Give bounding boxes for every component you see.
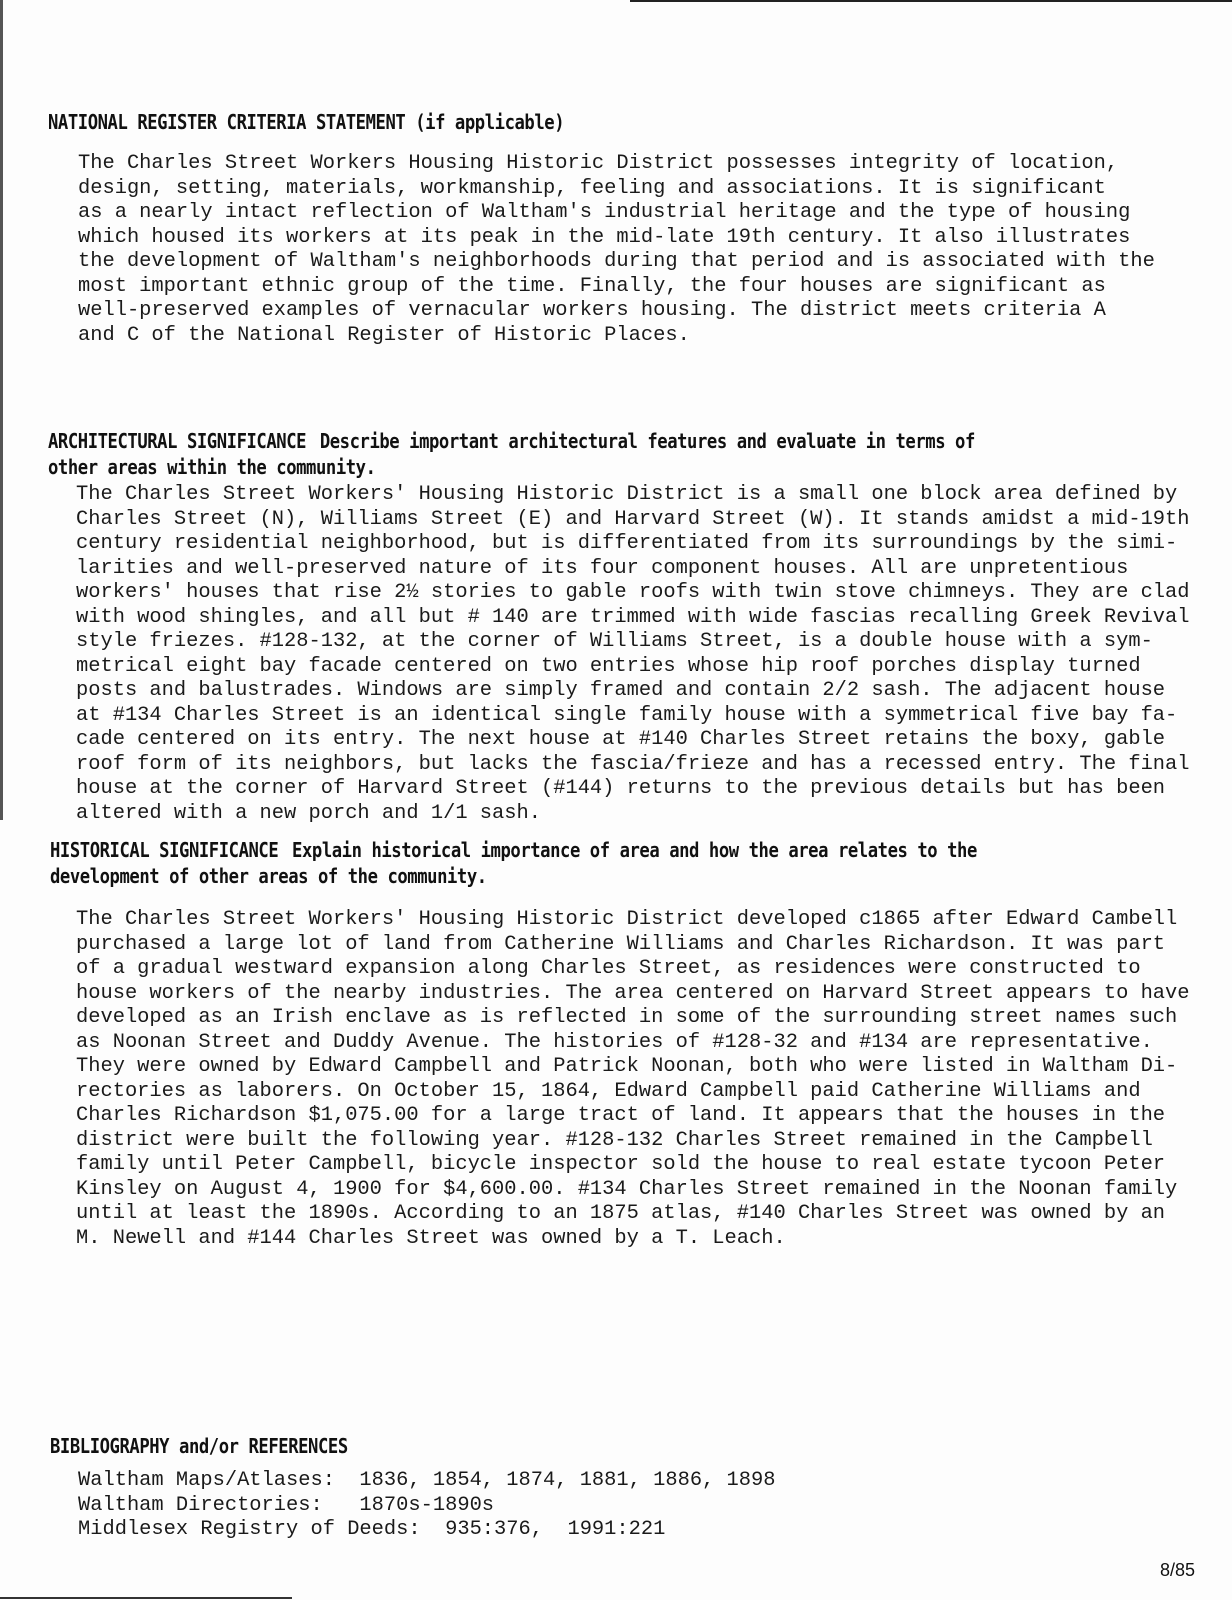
architectural-heading-prompt-cont: other areas within the community. (48, 455, 376, 479)
text-line: at #134 Charles Street is an identical single family house with a symmetrical five bay fa- (76, 703, 1178, 727)
historical-heading-prompt: Explain historical importance of area and how the area relates to the (292, 838, 977, 862)
historical-heading-title: HISTORICAL SIGNIFICANCE (50, 838, 279, 862)
historical-text (76, 908, 1190, 1251)
bibliography-item: Waltham Maps/Atlases: 1836, 1854, 1874, 1881, 1886, 1898 (78, 1469, 776, 1492)
top-border-rule (630, 0, 1232, 2)
text-line: M. Newell and #144 Charles Street was owned by a T. Leach. (76, 1226, 786, 1250)
text-line: until at least the 1890s. According to an 1875 atlas, #140 Charles Street was owned by an (76, 1202, 1166, 1225)
text-line: roof form of its neighbors, but lacks the fascia/frieze and has a recessed entry. The final (76, 752, 1190, 776)
text-line: The Charles Street Workers Housing Historic District possesses integrity of location, (78, 152, 1119, 175)
architectural-heading-prompt: Describe important architectural features and evaluate in terms of (319, 429, 975, 453)
text-line: purchased a large lot of land from Catherine Williams and Charles Richardson. It was part (76, 932, 1166, 956)
bibliography-item: Waltham Directories: 1870s-1890s (78, 1493, 495, 1517)
text-line: of a gradual westward expansion along Charles Street, as residences were constructed to (76, 957, 1141, 980)
text-line: larities and well-preserved nature of its four component houses. All are unpretentious (76, 556, 1129, 580)
text-line: They were owned by Edward Campbell and Patrick Noonan, both who were listed in Waltham Di- (76, 1055, 1178, 1078)
text-line: altered with a new porch and 1/1 sash. (76, 801, 541, 825)
left-border-rule (0, 0, 3, 820)
text-line: the development of Waltham's neighborhoods during that period and is associated with the (78, 250, 1155, 273)
architectural-text (76, 483, 1190, 826)
text-line: The Charles Street Workers' Housing Historic District developed c1865 after Edward Cambell (76, 908, 1178, 931)
text-line: house at the corner of Harvard Street (#144) returns to the previous details but has been (76, 777, 1166, 800)
text-line: metrical eight bay facade centered on two entries whose hip roof porches display turned (76, 654, 1141, 678)
text-line: The Charles Street Workers' Housing Historic District is a small one block area defined by (76, 483, 1178, 506)
bottom-border-rule (0, 1597, 292, 1599)
historical-heading (50, 837, 977, 863)
national-register-heading: NATIONAL REGISTER CRITERIA STATEMENT (if applicable) (48, 110, 565, 134)
text-line: well-preserved examples of vernacular workers housing. The district meets criteria A (78, 299, 1106, 322)
text-line: most important ethnic group of the time. Finally, the four houses are significant as (78, 274, 1106, 298)
text-line: rectories as laborers. On October 15, 1864, Edward Campbell paid Catherine Williams and (76, 1079, 1141, 1103)
text-line: design, setting, materials, workmanship, feeling and associations. It is significant (78, 176, 1106, 200)
text-line: posts and balustrades. Windows are simply framed and contain 2/2 sash. The adjacent house (76, 679, 1166, 702)
text-line: workers' houses that rise 2½ stories to gable roofs with twin stove chimneys. They are clad (76, 581, 1190, 604)
bibliography-list (78, 1469, 775, 1543)
bibliography-item: Middlesex Registry of Deeds: 935:376, 1991:221 (78, 1518, 666, 1541)
text-line: as Noonan Street and Duddy Avenue. The histories of #128-32 and #134 are representative. (76, 1030, 1153, 1054)
architectural-heading-title: ARCHITECTURAL SIGNIFICANCE (48, 429, 307, 453)
text-line: which housed its workers at its peak in the mid-late 19th century. It also illustrates (78, 225, 1131, 249)
text-line: and C of the National Register of Historic Places. (78, 323, 690, 347)
page-number: 8/85 (1160, 1560, 1196, 1580)
text-line: style friezes. #128-132, at the corner of Williams Street, is a double house with a sym- (76, 630, 1153, 653)
text-line: with wood shingles, and all but # 140 are trimmed with wide fascias recalling Greek Revival (76, 605, 1190, 629)
text-line: family until Peter Campbell, bicycle inspector sold the house to real estate tycoon Peter (76, 1153, 1166, 1176)
architectural-heading (48, 428, 975, 454)
text-line: Charles Richardson $1,075.00 for a large tract of land. It appears that the houses in the (76, 1104, 1166, 1127)
bibliography-heading: BIBLIOGRAPHY and/or REFERENCES (50, 1434, 348, 1458)
text-line: district were built the following year. #128-132 Charles Street remained in the Campbell (76, 1128, 1153, 1152)
text-line: cade centered on its entry. The next house at #140 Charles Street retains the boxy, gable (76, 728, 1166, 751)
text-line: century residential neighborhood, but is differentiated from its surroundings by the simi- (76, 532, 1178, 555)
text-line: Kinsley on August 4, 1900 for $4,600.00. #134 Charles Street remained in the Noonan family (76, 1177, 1178, 1201)
text-line: Charles Street (N), Williams Street (E) and Harvard Street (W). It stands amidst a mid-19th (76, 507, 1190, 531)
text-line: house workers of the nearby industries. The area centered on Harvard Street appears to have (76, 981, 1190, 1005)
national-register-text (78, 152, 1155, 348)
historical-heading-prompt-cont: development of other areas of the community. (50, 864, 487, 888)
text-line: as a nearly intact reflection of Waltham's industrial heritage and the type of housing (78, 201, 1131, 224)
text-line: developed as an Irish enclave as is reflected in some of the surrounding street names such (76, 1006, 1178, 1029)
